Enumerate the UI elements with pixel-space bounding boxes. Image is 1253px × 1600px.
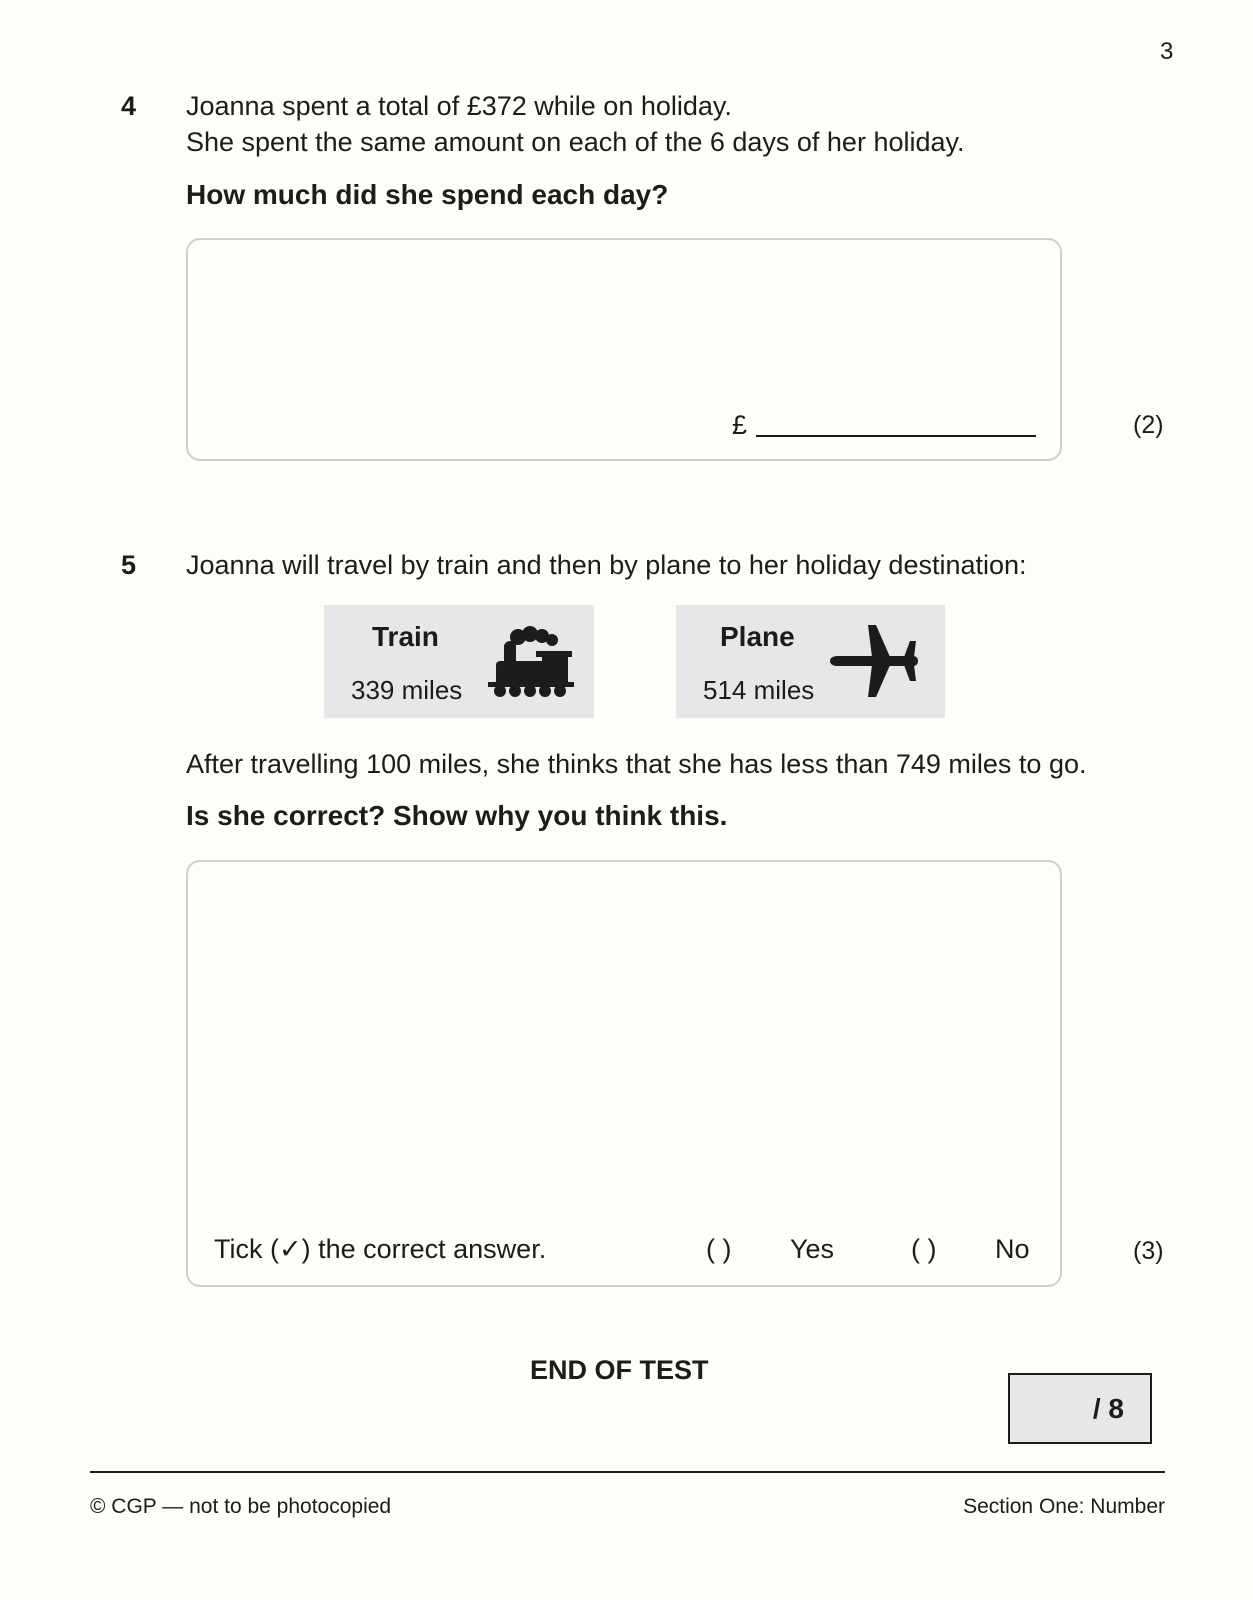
page-number: 3: [1160, 38, 1174, 65]
question-5-number: 5: [121, 550, 137, 580]
footer-copyright: © CGP — not to be photocopied: [90, 1495, 392, 1518]
score-box: [1008, 1373, 1152, 1444]
plane-title: Plane: [720, 621, 795, 652]
question-4-answer-box[interactable]: [186, 238, 1062, 461]
question-5-prompt: Is she correct? Show why you think this.: [186, 800, 728, 831]
score-total: / 8: [1092, 1393, 1124, 1424]
end-of-test-label: END OF TEST: [530, 1355, 709, 1385]
question-4-prompt: How much did she spend each day?: [186, 179, 669, 210]
train-info-panel: [324, 605, 594, 718]
tick-instruction: Tick (✓) the correct answer.: [214, 1234, 547, 1264]
plane-distance: 514 miles: [703, 675, 815, 705]
question-4-line-2: She spent the same amount on each of the 6 days of her holiday.: [186, 127, 965, 157]
question-4-number: 4: [121, 91, 137, 121]
question-4-marks: (2): [1133, 411, 1164, 439]
pound-sign-label: £: [732, 410, 748, 440]
no-tick-box[interactable]: ( ): [911, 1234, 937, 1264]
no-label: No: [995, 1234, 1030, 1264]
footer-section-name: Section One: Number: [963, 1495, 1165, 1518]
yes-tick-box[interactable]: ( ): [706, 1234, 732, 1264]
question-5-statement: After travelling 100 miles, she thinks that she has less than 749 miles to go.: [186, 749, 1087, 779]
question-5-marks: (3): [1133, 1237, 1164, 1265]
question-5-answer-box[interactable]: [186, 860, 1062, 1287]
question-4-answer-line[interactable]: [756, 435, 1036, 437]
train-title: Train: [372, 621, 439, 652]
train-distance: 339 miles: [351, 675, 463, 705]
plane-info-panel: [676, 605, 945, 718]
question-5-intro: Joanna will travel by train and then by plane to her holiday destination:: [186, 550, 1027, 580]
footer-divider: [90, 1471, 1165, 1473]
yes-label: Yes: [790, 1234, 835, 1264]
plane-icon: [826, 623, 922, 703]
question-4-line-1: Joanna spent a total of £372 while on holiday.: [186, 91, 732, 121]
train-icon: [486, 625, 576, 701]
